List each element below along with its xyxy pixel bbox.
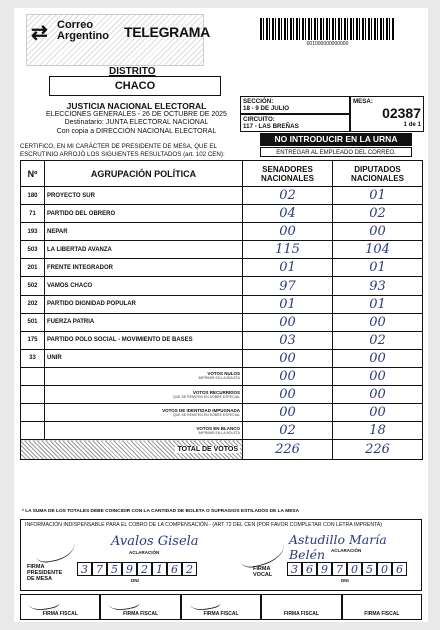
dni-digit: 7 (92, 562, 107, 576)
senadores-votes: 04 (243, 205, 333, 223)
party-number: 180 (21, 187, 45, 205)
jne-line1: ELECCIONES GENERALES - 26 DE OCTUBRE DE 2025 (46, 110, 227, 118)
certifico-text: CERTIFICO, EN MI CARÁCTER DE PRESIDENTE DE MESA, QUE EL ESCRUTINIO ARROJÓ LOS SIGUIENTES RESULTADOS (art. 102 CEN): (20, 143, 225, 158)
special-votes-row (21, 367, 423, 385)
presidente-label: FIRMA PRESIDENTE DE MESA (27, 564, 63, 582)
compensation-block: INFORMACIÓN INDISPENSABLE PARA EL COBRO DE LA COMPENSACIÓN - (ART 72 DEL CEN (POR FAVOR COMPLETAR CON LETRA IMPRENTA) Avalos Gisela ACLARACIÓN FIRMA PRESIDENTE DE MESA 3 7 5 9 2 1 6 2 DNI Astudillo María Belén ACLARACIÓN FIRMA VOCAL 3 6 9 7 0 5 0 6 DNI (20, 519, 422, 591)
special-votes-row (21, 386, 423, 404)
diputados-votes: 00 (333, 223, 423, 241)
party-row (21, 205, 423, 223)
senadores-votes: 00 (243, 404, 333, 422)
diputados-votes: 01 (333, 187, 423, 205)
jne-block (34, 102, 239, 136)
page-count: 1 de 1 (403, 121, 421, 128)
results-table (20, 160, 423, 460)
dni-digit: 3 (287, 562, 302, 576)
diputados-votes: 93 (333, 277, 423, 295)
diputados-votes: 01 (333, 295, 423, 313)
jne-line2: Destinatario: JUNTA ELECTORAL NACIONAL (64, 119, 209, 126)
barcode-number: 001000000000000 (306, 41, 349, 47)
senadores-votes: 00 (243, 386, 333, 404)
brand-line2: Argentino (57, 30, 109, 42)
fiscal-signature-box (261, 594, 341, 620)
special-votes-row (21, 404, 423, 422)
party-name: PARTIDO POLO SOCIAL - MOVIMIENTO DE BASES (45, 331, 243, 349)
barcode (260, 18, 395, 40)
dni-digit: 5 (107, 562, 122, 576)
party-number: 33 (21, 349, 45, 367)
fiscal-label: FIRMA FISCAL (364, 611, 400, 617)
dni-digit: 0 (347, 562, 362, 576)
compensation-header: INFORMACIÓN INDISPENSABLE PARA EL COBRO DE LA COMPENSACIÓN - (ART 72 DEL CEN (POR FAVOR COMPLETAR CON LETRA IMPRENTA) (25, 522, 383, 528)
party-name: FUERZA PATRIA (45, 313, 243, 331)
diputados-votes: 00 (333, 386, 423, 404)
sum-note: * LA SUMA DE LOS TOTALES DEBE COINCIDIR CON LA CANTIDAD DE BOLETA O SUFRAGIOS ESTILADOS DE LA MESA (22, 509, 300, 514)
senadores-votes: 02 (243, 187, 333, 205)
brand-line1: Correo (57, 19, 94, 31)
party-row (21, 277, 423, 295)
dni-digit: 2 (137, 562, 152, 576)
fiscal-signature-box (342, 594, 422, 620)
diputados-votes: 02 (333, 205, 423, 223)
diputados-votes: 00 (333, 349, 423, 367)
dni-digit: 6 (167, 562, 182, 576)
senadores-votes: 115 (243, 241, 333, 259)
party-name: LA LIBERTAD AVANZA (45, 241, 243, 259)
dni-digit: 0 (377, 562, 392, 576)
party-row (21, 331, 423, 349)
party-name: PARTIDO DIGNIDAD POPULAR (45, 295, 243, 313)
presidente-name: Avalos Gisela (111, 534, 199, 549)
total-label: TOTAL DE VOTOS (21, 440, 243, 460)
presidente-dni (77, 562, 197, 576)
fiscal-signature-box (100, 594, 180, 620)
jne-title: JUSTICIA NACIONAL ELECTORAL (66, 101, 207, 111)
dni-digit: 2 (182, 562, 197, 576)
fiscal-label: FIRMA FISCAL (42, 611, 78, 617)
diputados-votes: 02 (333, 331, 423, 349)
seccion-cell: SECCIÓN: 18 - 9 DE JULIO (240, 96, 350, 114)
party-number: 71 (21, 205, 45, 223)
jne-line3: Con copia a DIRECCIÓN NACIONAL ELECTORAL (56, 127, 217, 135)
dni-digit: 5 (362, 562, 377, 576)
senadores-votes: 03 (243, 331, 333, 349)
col-number: Nº (21, 161, 45, 187)
total-senadores: 226 (243, 440, 333, 460)
dni-digit: 1 (152, 562, 167, 576)
party-name: UNIR (45, 349, 243, 367)
dni-digit: 6 (392, 562, 407, 576)
senadores-votes: 97 (243, 277, 333, 295)
mesa-value: 02387 (382, 105, 421, 121)
diputados-votes: 104 (333, 241, 423, 259)
circuito-cell: CIRCUITO: 117 - LAS BREÑAS (240, 114, 350, 132)
dni-digit: 6 (302, 562, 317, 576)
fiscal-signatures (20, 594, 422, 620)
party-number: 201 (21, 259, 45, 277)
vocal-name: Astudillo María Belén (289, 532, 387, 562)
party-row (21, 187, 423, 205)
diputados-votes: 18 (333, 422, 423, 440)
fiscal-label: FIRMA FISCAL (203, 611, 239, 617)
party-number: 503 (21, 241, 45, 259)
total-diputados: 226 (333, 440, 423, 460)
fiscal-signature-box (20, 594, 100, 620)
party-name: PROYECTO SUR (45, 187, 243, 205)
correo-icon: ⇄ (31, 22, 48, 44)
fiscal-label: FIRMA FISCAL (283, 611, 319, 617)
diputados-votes: 01 (333, 259, 423, 277)
correo-logo (26, 14, 210, 66)
telegrama-title: TELEGRAMA (124, 24, 210, 40)
telegram-sheet (14, 8, 428, 622)
party-row (21, 295, 423, 313)
party-number: 202 (21, 295, 45, 313)
party-number: 502 (21, 277, 45, 295)
vocal-label: FIRMA VOCAL (253, 566, 273, 578)
seccion-value: 18 - 9 DE JULIO (243, 105, 290, 112)
senadores-votes: 01 (243, 259, 333, 277)
senadores-votes: 02 (243, 422, 333, 440)
mesa-cell: MESA: 02387 1 de 1 (350, 96, 424, 132)
party-name: VAMOS CHACO (45, 277, 243, 295)
total-row (21, 440, 423, 460)
senadores-votes: 00 (243, 367, 333, 385)
senadores-votes: 00 (243, 349, 333, 367)
col-party: AGRUPACIÓN POLÍTICA (45, 161, 243, 187)
party-name: PARTIDO DEL OBRERO (45, 205, 243, 223)
senadores-votes: 00 (243, 223, 333, 241)
vocal-signature (236, 533, 287, 570)
fiscal-label: FIRMA FISCAL (123, 611, 159, 617)
party-row (21, 349, 423, 367)
fiscal-signature-box (181, 594, 261, 620)
diputados-votes: 00 (333, 313, 423, 331)
presidente-signature (33, 533, 77, 565)
special-votes-row (21, 422, 423, 440)
no-introducir-banner: NO INTRODUCIR EN LA URNA (260, 133, 412, 146)
circuito-value: 117 - LAS BREÑAS (243, 123, 299, 130)
party-number: 501 (21, 313, 45, 331)
distrito-value: CHACO (49, 76, 221, 96)
special-label: VOTOS DE IDENTIDAD IMPUGNADA QUE SE REMITEN EN SOBRE ESPECIAL (45, 404, 243, 422)
dni-digit: 7 (332, 562, 347, 576)
distrito-label: DISTRITO (109, 66, 156, 77)
party-number: 193 (21, 223, 45, 241)
party-number: 175 (21, 331, 45, 349)
dni-digit: 3 (77, 562, 92, 576)
party-row (21, 241, 423, 259)
party-name: NEPAR (45, 223, 243, 241)
vocal-dni (287, 562, 407, 576)
diputados-votes: 00 (333, 367, 423, 385)
col-senadores: SENADORES NACIONALES (243, 161, 333, 187)
dni-digit: 9 (122, 562, 137, 576)
special-label: VOTOS EN BLANCO IMPRIMIR EN LA BOLETA (45, 422, 243, 440)
party-row (21, 313, 423, 331)
party-row (21, 223, 423, 241)
special-label: VOTOS NULOS IMPRIMIR EN LA BOLETA (45, 367, 243, 385)
diputados-votes: 00 (333, 404, 423, 422)
party-name: FRENTE INTEGRADOR (45, 259, 243, 277)
party-row (21, 259, 423, 277)
special-label: VOTOS RECURRIDOS QUE SE REMITEN EN SOBRE ESPECIAL (45, 386, 243, 404)
col-diputados: DIPUTADOS NACIONALES (333, 161, 423, 187)
senadores-votes: 00 (243, 313, 333, 331)
entregar-note: ENTREGAR AL EMPLEADO DEL CORREO. (260, 147, 412, 157)
dni-digit: 9 (317, 562, 332, 576)
senadores-votes: 01 (243, 295, 333, 313)
